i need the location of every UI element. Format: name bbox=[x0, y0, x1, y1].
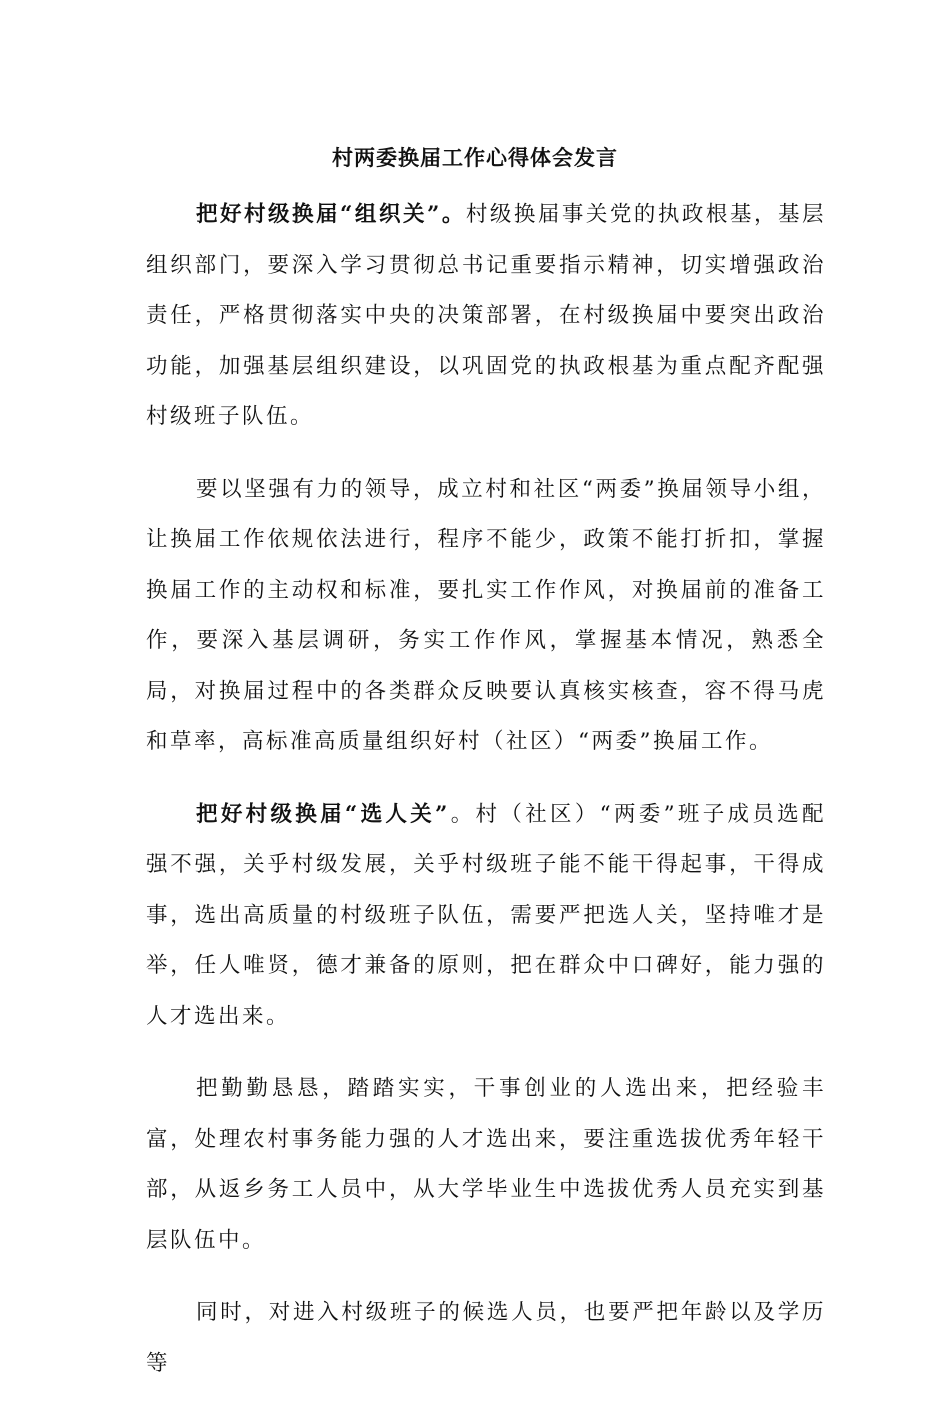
paragraph-4-text: 把勤勤恳恳，踏踏实实，干事创业的人选出来，把经验丰富，处理农村事务能力强的人才选出来，要注重选拔优秀年轻干部，从返乡务工人员中，从大学毕业生中选拔优秀人员充实到基层队伍中。 bbox=[146, 1076, 826, 1253]
paragraph-1-lead: 把好村级换届“组织关”。 bbox=[196, 202, 466, 227]
paragraph-4 bbox=[146, 1064, 826, 1266]
paragraph-2-text: 要以坚强有力的领导，成立村和社区“两委”换届领导小组，让换届工作依规依法进行，程序不能少，政策不能打折扣，掌握换届工作的主动权和标准，要扎实工作作风，对换届前的准备工作，要深入基层调研，务实工作作风，掌握基本情况，熟悉全局，对换届过程中的各类群众反映要认真核实核查，容不得马虎和草率，高标准高质量组织好村（社区）“两委”换届工作。 bbox=[146, 476, 826, 754]
paragraph-3-text: 。村（社区）“两委”班子成员选配强不强，关乎村级发展，关乎村级班子能不能干得起事，干得成事，选出高质量的村级班子队伍，需要严把选人关，坚持唯才是举，任人唯贤，德才兼备的原则，把在群众中口碑好，能力强的人才选出来。 bbox=[146, 801, 826, 1029]
document-body bbox=[146, 190, 826, 1411]
paragraph-2 bbox=[146, 465, 826, 768]
paragraph-3 bbox=[146, 790, 826, 1043]
paragraph-3-lead: 把好村级换届“选人关” bbox=[196, 801, 450, 827]
paragraph-5-text: 同时，对进入村级班子的候选人员，也要严把年龄以及学历等 bbox=[146, 1300, 826, 1376]
paragraph-5 bbox=[146, 1288, 826, 1389]
document-title: 村两委换届工作心得体会发言 bbox=[332, 145, 618, 170]
paragraph-1-text: 村级换届事关党的执政根基，基层组织部门，要深入学习贯彻总书记重要指示精神，切实增强政治责任，严格贯彻落实中央的决策部署，在村级换届中要突出政治功能，加强基层组织建设，以巩固党的执政根基为重点配齐配强村级班子队伍。 bbox=[146, 202, 826, 429]
paragraph-1 bbox=[146, 190, 826, 443]
